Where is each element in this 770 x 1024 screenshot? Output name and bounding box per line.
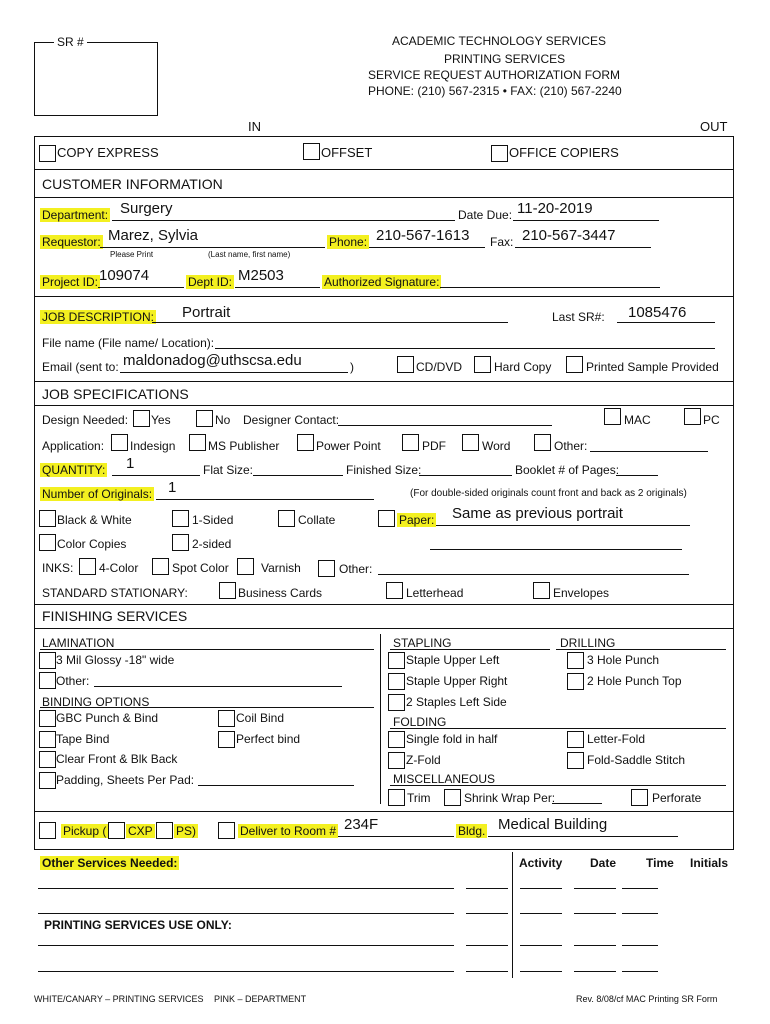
project-id-label: Project ID: bbox=[42, 275, 99, 289]
email-close: ) bbox=[350, 360, 354, 374]
letter-fold-checkbox[interactable] bbox=[567, 731, 584, 748]
perfect-checkbox[interactable] bbox=[218, 731, 235, 748]
z-fold-label: Z-Fold bbox=[406, 753, 441, 767]
saddle-checkbox[interactable] bbox=[567, 752, 584, 769]
design-needed-label: Design Needed: bbox=[42, 413, 129, 427]
cxp-label: CXP bbox=[128, 824, 153, 838]
collate-label: Collate bbox=[298, 513, 336, 527]
divider bbox=[34, 811, 734, 812]
lamination-title: LAMINATION bbox=[42, 636, 115, 650]
other-line-1b bbox=[466, 888, 508, 889]
room-value[interactable]: 234F bbox=[344, 816, 379, 833]
clear-front-checkbox[interactable] bbox=[39, 751, 56, 768]
paper-checkbox[interactable] bbox=[378, 510, 395, 527]
other-line-4b bbox=[466, 971, 508, 972]
varnish-label: Varnish bbox=[261, 561, 301, 575]
trim-checkbox[interactable] bbox=[388, 789, 405, 806]
requestor-line bbox=[100, 247, 325, 248]
use-only-label: PRINTING SERVICES USE ONLY: bbox=[44, 918, 232, 932]
bldg-value[interactable]: Medical Building bbox=[498, 816, 608, 833]
gbc-checkbox[interactable] bbox=[39, 710, 56, 727]
staple-ur-label: Staple Upper Right bbox=[406, 674, 508, 688]
out-label: OUT bbox=[700, 119, 728, 134]
other-line-3c bbox=[520, 945, 562, 946]
lam-other-label: Other: bbox=[56, 674, 90, 688]
tape-label: Tape Bind bbox=[56, 732, 110, 746]
z-fold-checkbox[interactable] bbox=[388, 752, 405, 769]
letterhead-label: Letterhead bbox=[406, 586, 464, 600]
letterhead-checkbox[interactable] bbox=[386, 582, 403, 599]
name-hint: (Last name, first name) bbox=[208, 250, 291, 259]
spot-color-label: Spot Color bbox=[172, 561, 229, 575]
paper-label: Paper: bbox=[399, 513, 435, 527]
cd-dvd-label: CD/DVD bbox=[416, 360, 463, 374]
last-sr-label: Last SR#: bbox=[552, 310, 605, 324]
lamination-rule bbox=[40, 649, 374, 650]
quantity-line bbox=[112, 475, 200, 476]
mac-checkbox[interactable] bbox=[604, 408, 621, 425]
design-no-label: No bbox=[215, 413, 231, 427]
other-line-4 bbox=[38, 971, 454, 972]
ms-publisher-checkbox[interactable] bbox=[189, 434, 206, 451]
black-white-checkbox[interactable] bbox=[39, 510, 56, 527]
other-line-4c bbox=[520, 971, 562, 972]
hard-copy-label: Hard Copy bbox=[494, 360, 552, 374]
finished-size-label: Finished Size: bbox=[346, 463, 422, 477]
double-sided-note: (For double-sided originals count front and back as 2 originals) bbox=[410, 488, 687, 499]
staple-ul-label: Staple Upper Left bbox=[406, 653, 500, 667]
requestor-value[interactable]: Marez, Sylvia bbox=[108, 227, 199, 244]
date-due-line bbox=[513, 220, 659, 221]
other-line-3d bbox=[574, 945, 616, 946]
footer-pink: PINK – DEPARTMENT bbox=[214, 994, 307, 1004]
hole3-label: 3 Hole Punch bbox=[587, 653, 660, 667]
other-line-3b bbox=[466, 945, 508, 946]
misc-rule bbox=[390, 785, 726, 786]
pc-checkbox[interactable] bbox=[684, 408, 701, 425]
originals-value[interactable]: 1 bbox=[168, 479, 177, 496]
file-name-line bbox=[215, 348, 715, 349]
fax-label: Fax: bbox=[490, 235, 514, 249]
office-copiers-checkbox[interactable] bbox=[491, 145, 508, 162]
finishing-divider bbox=[380, 634, 381, 804]
ms-publisher-label: MS Publisher bbox=[208, 439, 280, 453]
date-due-value[interactable]: 11-20-2019 bbox=[517, 200, 593, 217]
originals-label: Number of Originals: bbox=[42, 487, 153, 501]
folding-title: FOLDING bbox=[393, 715, 447, 729]
project-id-line bbox=[98, 287, 184, 288]
deliver-room-label: Deliver to Room # bbox=[240, 824, 337, 838]
paper-line bbox=[436, 525, 690, 526]
letter-fold-label: Letter-Fold bbox=[587, 732, 646, 746]
single-fold-checkbox[interactable] bbox=[388, 731, 405, 748]
padding-line bbox=[198, 785, 354, 786]
perforate-checkbox[interactable] bbox=[631, 789, 648, 806]
dept-id-value[interactable]: M2503 bbox=[238, 267, 284, 284]
office-copiers-label: OFFICE COPIERS bbox=[509, 145, 619, 160]
word-label: Word bbox=[482, 439, 511, 453]
sr-box bbox=[34, 42, 158, 116]
cd-dvd-checkbox[interactable] bbox=[397, 356, 414, 373]
bldg-label: Bldg. bbox=[458, 824, 486, 838]
stapling-rule bbox=[390, 649, 550, 650]
perforate-label: Perforate bbox=[652, 791, 702, 805]
in-label: IN bbox=[248, 119, 261, 134]
fax-line bbox=[515, 247, 651, 248]
deliver-room-checkbox[interactable] bbox=[218, 822, 235, 839]
requestor-label: Requestor: bbox=[42, 235, 101, 249]
gbc-label: GBC Punch & Bind bbox=[56, 711, 159, 725]
paper-value[interactable]: Same as previous portrait bbox=[452, 505, 623, 522]
date-due-label: Date Due: bbox=[458, 208, 513, 222]
department-value[interactable]: Surgery bbox=[120, 200, 173, 217]
dept-id-line bbox=[235, 287, 320, 288]
booklet-pages-label: Booklet # of Pages: bbox=[515, 463, 620, 477]
cxp-checkbox[interactable] bbox=[108, 822, 125, 839]
other-line-1 bbox=[38, 888, 454, 889]
divider bbox=[34, 604, 734, 605]
mil-glossy-label: 3 Mil Glossy -18" wide bbox=[56, 653, 175, 667]
flat-size-line bbox=[253, 475, 343, 476]
divider bbox=[34, 296, 734, 297]
lam-other-checkbox[interactable] bbox=[39, 672, 56, 689]
job-desc-label: JOB DESCRIPTION: bbox=[42, 310, 155, 324]
other-line-1c bbox=[520, 888, 562, 889]
ps-label: PS) bbox=[176, 824, 197, 838]
other-line-3 bbox=[38, 945, 454, 946]
shrink-wrap-label: Shrink Wrap Per: bbox=[464, 791, 556, 805]
inks-other-label: Other: bbox=[339, 562, 373, 576]
bldg-line bbox=[488, 836, 678, 837]
divider bbox=[34, 381, 734, 382]
padding-label: Padding, Sheets Per Pad: bbox=[56, 773, 195, 787]
date-header: Date bbox=[590, 856, 617, 870]
dept-name: PRINTING SERVICES bbox=[444, 52, 566, 66]
other-line-3e bbox=[622, 945, 658, 946]
binding-rule bbox=[40, 707, 374, 708]
designer-contact-line bbox=[338, 425, 552, 426]
customer-section-title: CUSTOMER INFORMATION bbox=[42, 176, 223, 192]
other-line-2 bbox=[38, 913, 454, 914]
envelopes-label: Envelopes bbox=[553, 586, 610, 600]
color-copies-checkbox[interactable] bbox=[39, 534, 56, 551]
folding-rule bbox=[390, 728, 726, 729]
inks-other-line bbox=[378, 574, 689, 575]
file-name-label: File name (File name/ Location): bbox=[42, 336, 215, 350]
dept-id-label: Dept ID: bbox=[188, 275, 233, 289]
divider bbox=[34, 197, 734, 198]
footer-rev: Rev. 8/08/cf MAC Printing SR Form bbox=[576, 994, 718, 1004]
staple-ul-checkbox[interactable] bbox=[388, 652, 405, 669]
finished-size-line bbox=[419, 475, 512, 476]
ps-checkbox[interactable] bbox=[156, 822, 173, 839]
other-services-vline bbox=[512, 852, 513, 978]
drilling-rule bbox=[556, 649, 726, 650]
other-line-2c bbox=[520, 913, 562, 914]
copy-express-label: COPY EXPRESS bbox=[57, 145, 159, 160]
indesign-checkbox[interactable] bbox=[111, 434, 128, 451]
phone-value[interactable]: 210-567-1613 bbox=[376, 227, 470, 244]
coil-label: Coil Bind bbox=[236, 711, 285, 725]
originals-line bbox=[156, 499, 374, 500]
black-white-label: Black & White bbox=[57, 513, 132, 527]
padding-checkbox[interactable] bbox=[39, 772, 56, 789]
power-point-label: Power Point bbox=[316, 439, 381, 453]
app-other-label: Other: bbox=[554, 439, 588, 453]
last-sr-value[interactable]: 1085476 bbox=[628, 304, 687, 321]
quantity-label: QUANTITY: bbox=[42, 463, 106, 477]
hard-copy-checkbox[interactable] bbox=[474, 356, 491, 373]
lam-other-line bbox=[94, 686, 342, 687]
design-yes-checkbox[interactable] bbox=[133, 410, 150, 427]
divider bbox=[34, 628, 734, 629]
divider bbox=[34, 405, 734, 406]
time-header: Time bbox=[646, 856, 674, 870]
pdf-label: PDF bbox=[422, 439, 446, 453]
mac-label: MAC bbox=[624, 413, 651, 427]
paper-line-2 bbox=[430, 549, 682, 550]
fax-value[interactable]: 210-567-3447 bbox=[522, 227, 616, 244]
inks-other-checkbox[interactable] bbox=[318, 560, 335, 577]
collate-checkbox[interactable] bbox=[278, 510, 295, 527]
job-desc-value[interactable]: Portrait bbox=[182, 304, 231, 321]
four-color-checkbox[interactable] bbox=[79, 558, 96, 575]
spot-color-checkbox[interactable] bbox=[152, 558, 169, 575]
designer-contact-label: Designer Contact: bbox=[243, 413, 340, 427]
misc-title: MISCELLANEOUS bbox=[393, 772, 496, 786]
other-line-4e bbox=[622, 971, 658, 972]
finishing-section-title: FINISHING SERVICES bbox=[42, 608, 188, 624]
job-desc-line bbox=[152, 322, 508, 323]
shrink-wrap-line bbox=[552, 803, 602, 804]
quantity-value[interactable]: 1 bbox=[126, 455, 135, 472]
divider bbox=[34, 169, 734, 170]
email-line bbox=[120, 372, 348, 373]
power-point-checkbox[interactable] bbox=[297, 434, 314, 451]
booklet-pages-line bbox=[616, 475, 658, 476]
coil-checkbox[interactable] bbox=[218, 710, 235, 727]
pc-label: PC bbox=[703, 413, 720, 427]
one-sided-label: 1-Sided bbox=[192, 513, 234, 527]
printed-sample-checkbox[interactable] bbox=[566, 356, 583, 373]
application-label: Application: bbox=[42, 439, 105, 453]
inks-label: INKS: bbox=[42, 561, 74, 575]
other-line-2d bbox=[574, 913, 616, 914]
last-sr-line bbox=[617, 322, 715, 323]
auth-signature-line bbox=[440, 287, 660, 288]
copy-express-checkbox[interactable] bbox=[39, 145, 56, 162]
single-fold-label: Single fold in half bbox=[406, 732, 498, 746]
offset-label: OFFSET bbox=[321, 145, 373, 160]
footer-white: WHITE/CANARY – PRINTING SERVICES bbox=[34, 994, 204, 1004]
business-cards-checkbox[interactable] bbox=[219, 582, 236, 599]
phone-line: PHONE: (210) 567-2315 • FAX: (210) 567-2240 bbox=[368, 84, 622, 98]
staples-left-checkbox[interactable] bbox=[388, 694, 405, 711]
other-services-label: Other Services Needed: bbox=[42, 856, 178, 870]
other-line-1d bbox=[574, 888, 616, 889]
app-other-line bbox=[590, 451, 708, 452]
other-line-2b bbox=[466, 913, 508, 914]
other-line-4d bbox=[574, 971, 616, 972]
indesign-label: Indesign bbox=[130, 439, 176, 453]
stationary-label: STANDARD STATIONARY: bbox=[42, 586, 188, 600]
specs-section-title: JOB SPECIFICATIONS bbox=[42, 386, 189, 402]
initials-header: Initials bbox=[690, 856, 729, 870]
email-value[interactable]: maldonadog@uthscsa.edu bbox=[123, 352, 302, 369]
binding-title: BINDING OPTIONS bbox=[42, 695, 150, 709]
sr-label: SR # bbox=[54, 35, 87, 49]
email-label: Email (sent to: bbox=[42, 360, 119, 374]
department-line bbox=[112, 220, 455, 221]
phone-line bbox=[369, 247, 485, 248]
auth-signature-label: Authorized Signature: bbox=[324, 275, 440, 289]
design-no-checkbox[interactable] bbox=[196, 410, 213, 427]
other-line-2e bbox=[622, 913, 658, 914]
please-print-hint: Please Print bbox=[110, 250, 154, 259]
mil-glossy-checkbox[interactable] bbox=[39, 652, 56, 669]
hole2-checkbox[interactable] bbox=[567, 673, 584, 690]
printed-sample-label: Printed Sample Provided bbox=[586, 360, 719, 374]
trim-label: Trim bbox=[407, 791, 431, 805]
varnish-checkbox[interactable] bbox=[237, 558, 254, 575]
staple-ur-checkbox[interactable] bbox=[388, 673, 405, 690]
staples-left-label: 2 Staples Left Side bbox=[406, 695, 507, 709]
word-checkbox[interactable] bbox=[462, 434, 479, 451]
business-cards-label: Business Cards bbox=[238, 586, 323, 600]
hole3-checkbox[interactable] bbox=[567, 652, 584, 669]
color-copies-label: Color Copies bbox=[57, 537, 127, 551]
drilling-title: DRILLING bbox=[560, 636, 616, 650]
stapling-title: STAPLING bbox=[393, 636, 452, 650]
project-id-value[interactable]: 109074 bbox=[99, 267, 150, 284]
four-color-label: 4-Color bbox=[99, 561, 139, 575]
phone-label: Phone: bbox=[329, 235, 368, 249]
one-sided-checkbox[interactable] bbox=[172, 510, 189, 527]
design-yes-label: Yes bbox=[151, 413, 171, 427]
envelopes-checkbox[interactable] bbox=[533, 582, 550, 599]
other-line-1e bbox=[622, 888, 658, 889]
hole2-label: 2 Hole Punch Top bbox=[587, 674, 682, 688]
department-label: Department: bbox=[42, 208, 109, 222]
tape-checkbox[interactable] bbox=[39, 731, 56, 748]
app-other-checkbox[interactable] bbox=[534, 434, 551, 451]
pickup-checkbox[interactable] bbox=[39, 822, 56, 839]
saddle-label: Fold-Saddle Stitch bbox=[587, 753, 686, 767]
flat-size-label: Flat Size: bbox=[203, 463, 254, 477]
perfect-label: Perfect bind bbox=[236, 732, 301, 746]
form-title: SERVICE REQUEST AUTHORIZATION FORM bbox=[368, 68, 621, 82]
activity-header: Activity bbox=[519, 856, 563, 870]
org-name: ACADEMIC TECHNOLOGY SERVICES bbox=[392, 34, 607, 48]
clear-front-label: Clear Front & Blk Back bbox=[56, 752, 178, 766]
two-sided-label: 2-sided bbox=[192, 537, 232, 551]
offset-checkbox[interactable] bbox=[303, 143, 320, 160]
room-line bbox=[338, 836, 454, 837]
two-sided-checkbox[interactable] bbox=[172, 534, 189, 551]
shrink-wrap-checkbox[interactable] bbox=[444, 789, 461, 806]
pickup-label: Pickup ( bbox=[63, 824, 107, 838]
pdf-checkbox[interactable] bbox=[402, 434, 419, 451]
